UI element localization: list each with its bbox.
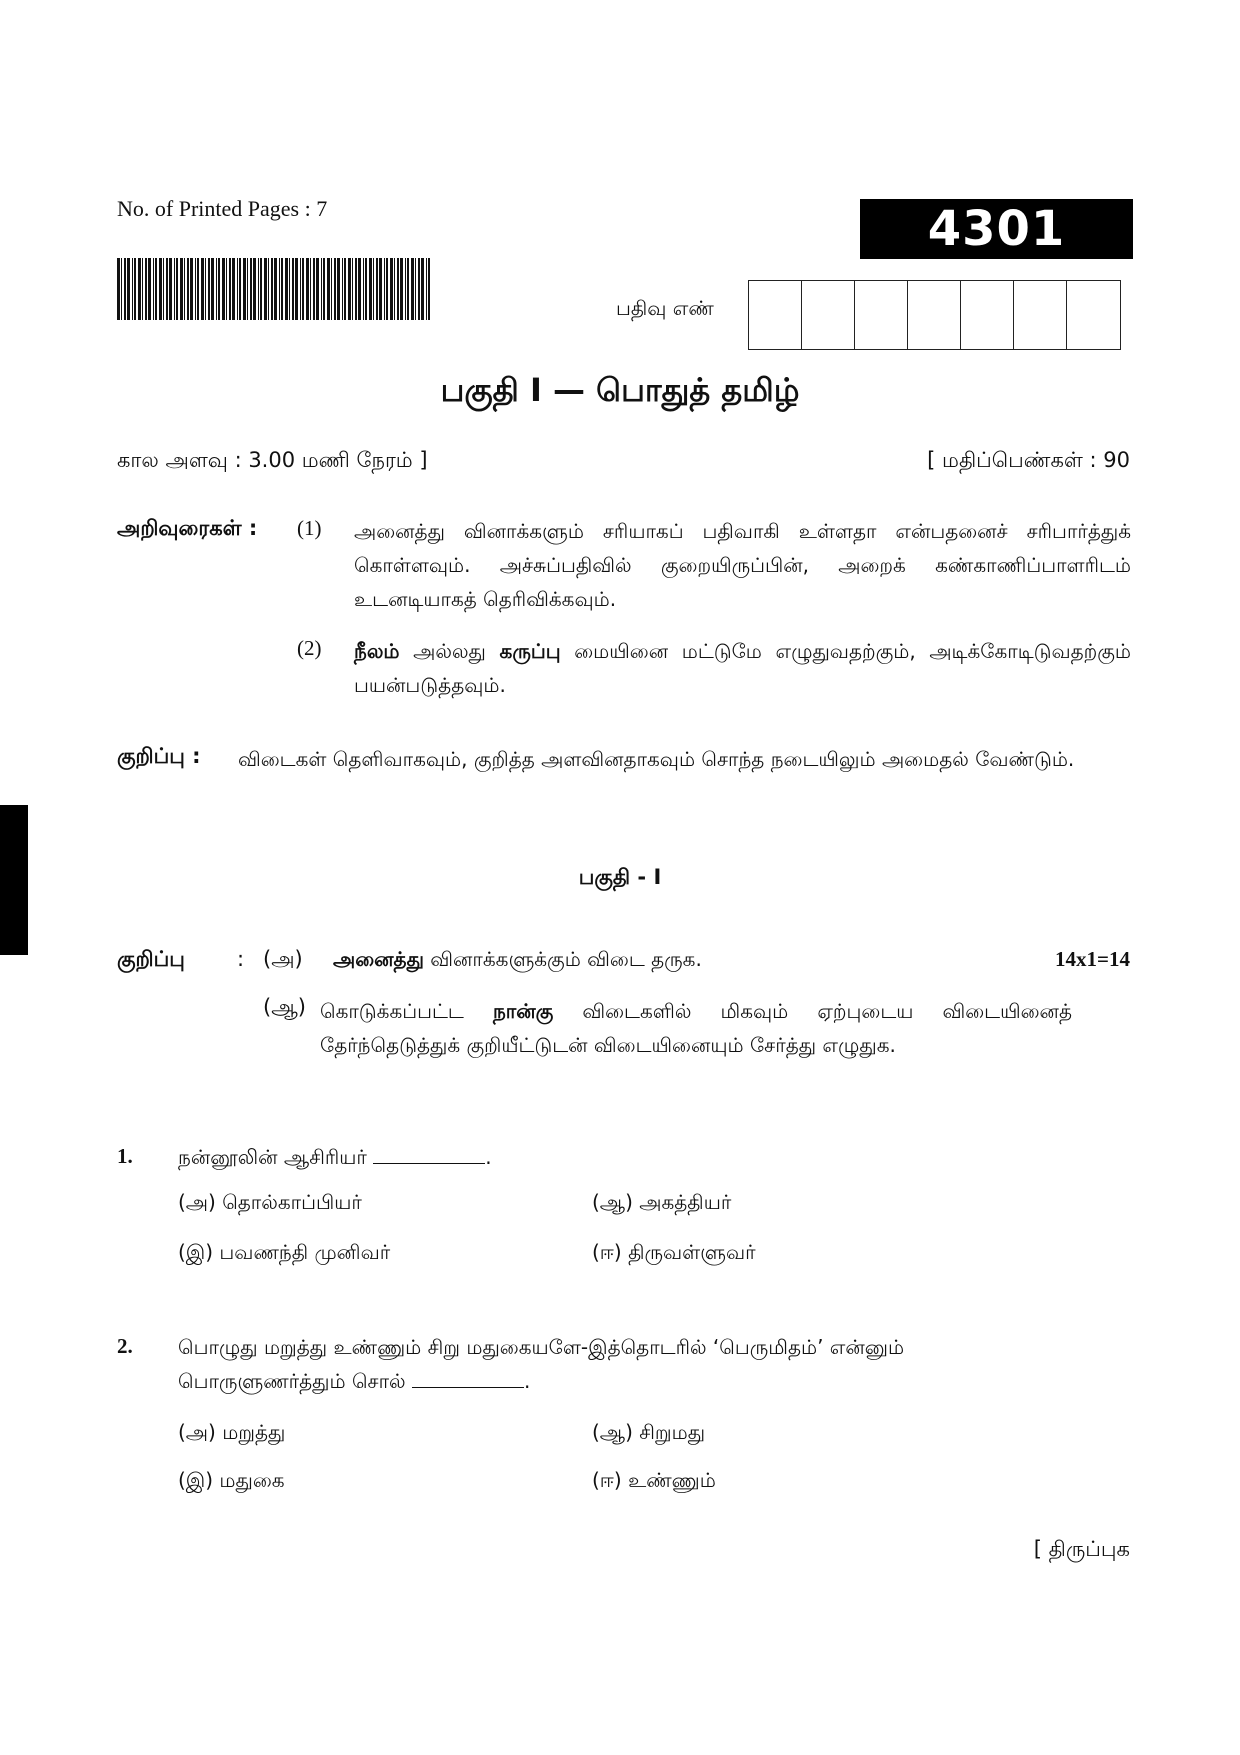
- question-prompt: பொழுது மறுத்து உண்ணும் சிறு மதுகையளே-இத்தொடரில் ‘பெருமிதம்’ என்னும் பொருளுணர்த்தும் சொல்: [178, 1335, 905, 1393]
- question-text: [178, 1330, 1078, 1398]
- answer-option: (ஆ) சிறுமது: [592, 1420, 706, 1444]
- instruction-emphasis: கருப்பு: [499, 639, 561, 663]
- instruction-number: (1): [297, 516, 322, 540]
- answer-option: (ஈ) திருவள்ளுவர்: [592, 1240, 756, 1264]
- turn-over-note: [ திருப்புக: [1033, 1537, 1130, 1561]
- instruction-number: (2): [297, 636, 322, 660]
- paper-code: 4301 (NS): [860, 199, 1133, 259]
- note-item-text: [320, 994, 1072, 1062]
- instruction-text: அனைத்து வினாக்களும் சரியாகப் பதிவாகி உள்ளதா என்பதனைச் சரிபார்த்துக் கொள்ளவும். அச்சுப்பதிவில் குறையிருப்பின், அறைக் கண்காணிப்பாளரிடம் உடனடியாகத் தெரிவிக்கவும்.: [354, 519, 1131, 611]
- answer-option: (அ) மறுத்து: [178, 1420, 286, 1444]
- answer-option: (இ) பவணந்தி முனிவர்: [178, 1240, 391, 1264]
- section-heading: பகுதி - I: [578, 865, 662, 889]
- instruction-fragment: அல்லது: [399, 639, 500, 663]
- instructions-heading-text: அறிவுரைகள் :: [117, 516, 258, 540]
- instructions-heading: [117, 516, 257, 543]
- registration-digit-box[interactable]: [1067, 281, 1120, 349]
- note-label: குறிப்பு :: [117, 744, 201, 768]
- section-note-label: குறிப்பு: [117, 947, 185, 971]
- answer-option: (அ) தொல்காப்பியர்: [178, 1190, 362, 1214]
- barcode-icon: [117, 258, 432, 320]
- answer-blank: [412, 1367, 524, 1388]
- section-marks: 14x1=14: [1055, 947, 1130, 971]
- note-item-fragment: வினாக்களுக்கும் விடை தருக.: [423, 947, 702, 971]
- instruction-emphasis: நீலம்: [354, 639, 400, 663]
- note-text: விடைகள் தெளிவாகவும், குறித்த அளவினதாகவும் சொந்த நடையிலும் அமைதல் வேண்டும்.: [238, 747, 1075, 771]
- note-item-marker: (அ): [263, 947, 303, 971]
- question-number: 1.: [117, 1144, 133, 1168]
- registration-number-label: பதிவு எண்: [616, 296, 714, 320]
- registration-digit-box[interactable]: [802, 281, 855, 349]
- maximum-marks: [ மதிப்பெண்கள் : 90: [927, 448, 1130, 472]
- question-prompt: நன்னூலின் ஆசிரியர்: [178, 1145, 374, 1169]
- printed-pages-count: No. of Printed Pages : 7: [117, 196, 328, 221]
- answer-option: (ஆ) அகத்தியர்: [592, 1190, 732, 1214]
- answer-option: (இ) மதுகை: [178, 1468, 285, 1492]
- registration-digit-box[interactable]: [961, 281, 1014, 349]
- note-item-fragment: கொடுக்கப்பட்ட: [320, 999, 493, 1023]
- registration-number-boxes[interactable]: [748, 280, 1121, 350]
- question-end: .: [485, 1145, 492, 1169]
- registration-digit-box[interactable]: [855, 281, 908, 349]
- registration-digit-box[interactable]: [908, 281, 961, 349]
- note-item-marker: (ஆ): [263, 995, 306, 1019]
- note-item-fragment: விடைகளில் மிகவும் ஏற்புடைய விடையினைத் தேர்ந்தெடுத்துக் குறியீட்டுடன் விடையினையும் சேர்த்து எழுதுக.: [320, 999, 1072, 1057]
- registration-digit-box[interactable]: [749, 281, 802, 349]
- note-item-emphasis: அனைத்து: [333, 947, 424, 971]
- page-title: பகுதி I — பொதுத் தமிழ்: [440, 371, 800, 409]
- question-end: .: [524, 1369, 531, 1393]
- registration-digit-box[interactable]: [1014, 281, 1067, 349]
- note-item-text: [333, 947, 702, 974]
- exam-duration: கால அளவு : 3.00 மணி நேரம் ]: [117, 448, 428, 472]
- answer-option: (ஈ) உண்ணும்: [592, 1468, 716, 1492]
- section-note-colon: :: [237, 947, 245, 971]
- note-item-emphasis: நான்கு: [492, 999, 554, 1023]
- instruction-fragment: மையினை மட்டுமே எழுதுவதற்கும், அடிக்கோடிடுவதற்கும் பயன்படுத்தவும்.: [354, 639, 1131, 697]
- instruction-text: [354, 634, 1131, 702]
- question-text: [178, 1140, 492, 1174]
- question-number: 2.: [117, 1334, 133, 1358]
- answer-blank: [373, 1143, 485, 1164]
